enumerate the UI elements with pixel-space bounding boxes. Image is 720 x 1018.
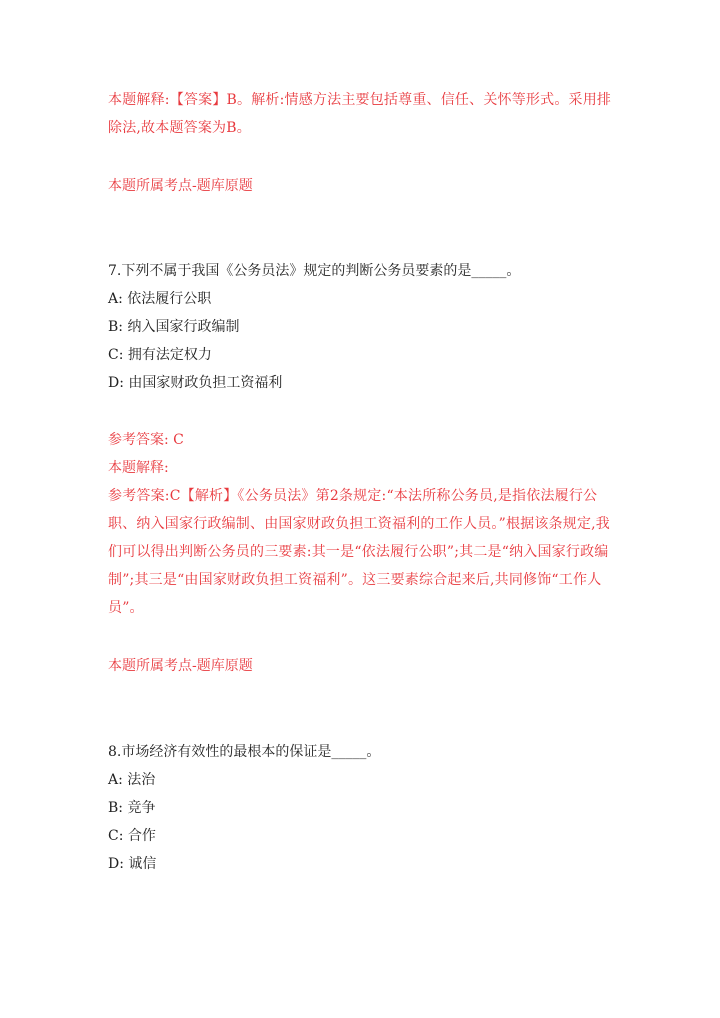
q6-explanation-text: 本题解释:【答案】B。解析:情感方法主要包括尊重、信任、关怀等形式。采用排除法,故本题答案为B。 [108,92,612,136]
q7-answer: 参考答案: C [108,432,184,448]
q6-source-text: 本题所属考点-题库原题 [108,178,253,194]
q7-answer-block [108,426,613,622]
q8-option-d: D: 诚信 [108,856,157,872]
q8-question-text: 8.市场经济有效性的最根本的保证是_____。 [108,744,381,760]
q7-source [108,652,613,680]
q7-option-a: A: 依法履行公职 [108,291,212,307]
q8-option-a: A: 法治 [108,772,156,788]
q7-option-b: B: 纳入国家行政编制 [108,319,240,335]
q8-options [108,766,613,878]
q7-option-c: C: 拥有法定权力 [108,347,212,363]
q6-explanation [108,86,613,142]
q7-explanation-text: 参考答案:C【解析】《公务员法》第2条规定:“本法所称公务员,是指依法履行公职、纳入国家行政编制、由国家财政负担工资福利的工作人员。”根据该条规定,我们可以得出判断公务员的三要素:其一是“依法履行公职”;其二是“纳入国家行政编制”;其三是“由国家财政负担工资福利”。这三要素综合起来后,共同修饰“工作人员”。 [108,488,611,616]
q6-source [108,172,613,200]
q7-option-d: D: 由国家财政负担工资福利 [108,375,283,391]
q7-options [108,285,613,397]
q7-explanation-label: 本题解释: [108,460,169,476]
q8-option-c: C: 合作 [108,828,156,844]
q7-question-text: 7.下列不属于我国《公务员法》规定的判断公务员要素的是_____。 [108,263,521,279]
q8-option-b: B: 竞争 [108,800,156,816]
q8-question [108,738,613,766]
q7-source-text: 本题所属考点-题库原题 [108,658,253,674]
q7-question [108,257,613,285]
